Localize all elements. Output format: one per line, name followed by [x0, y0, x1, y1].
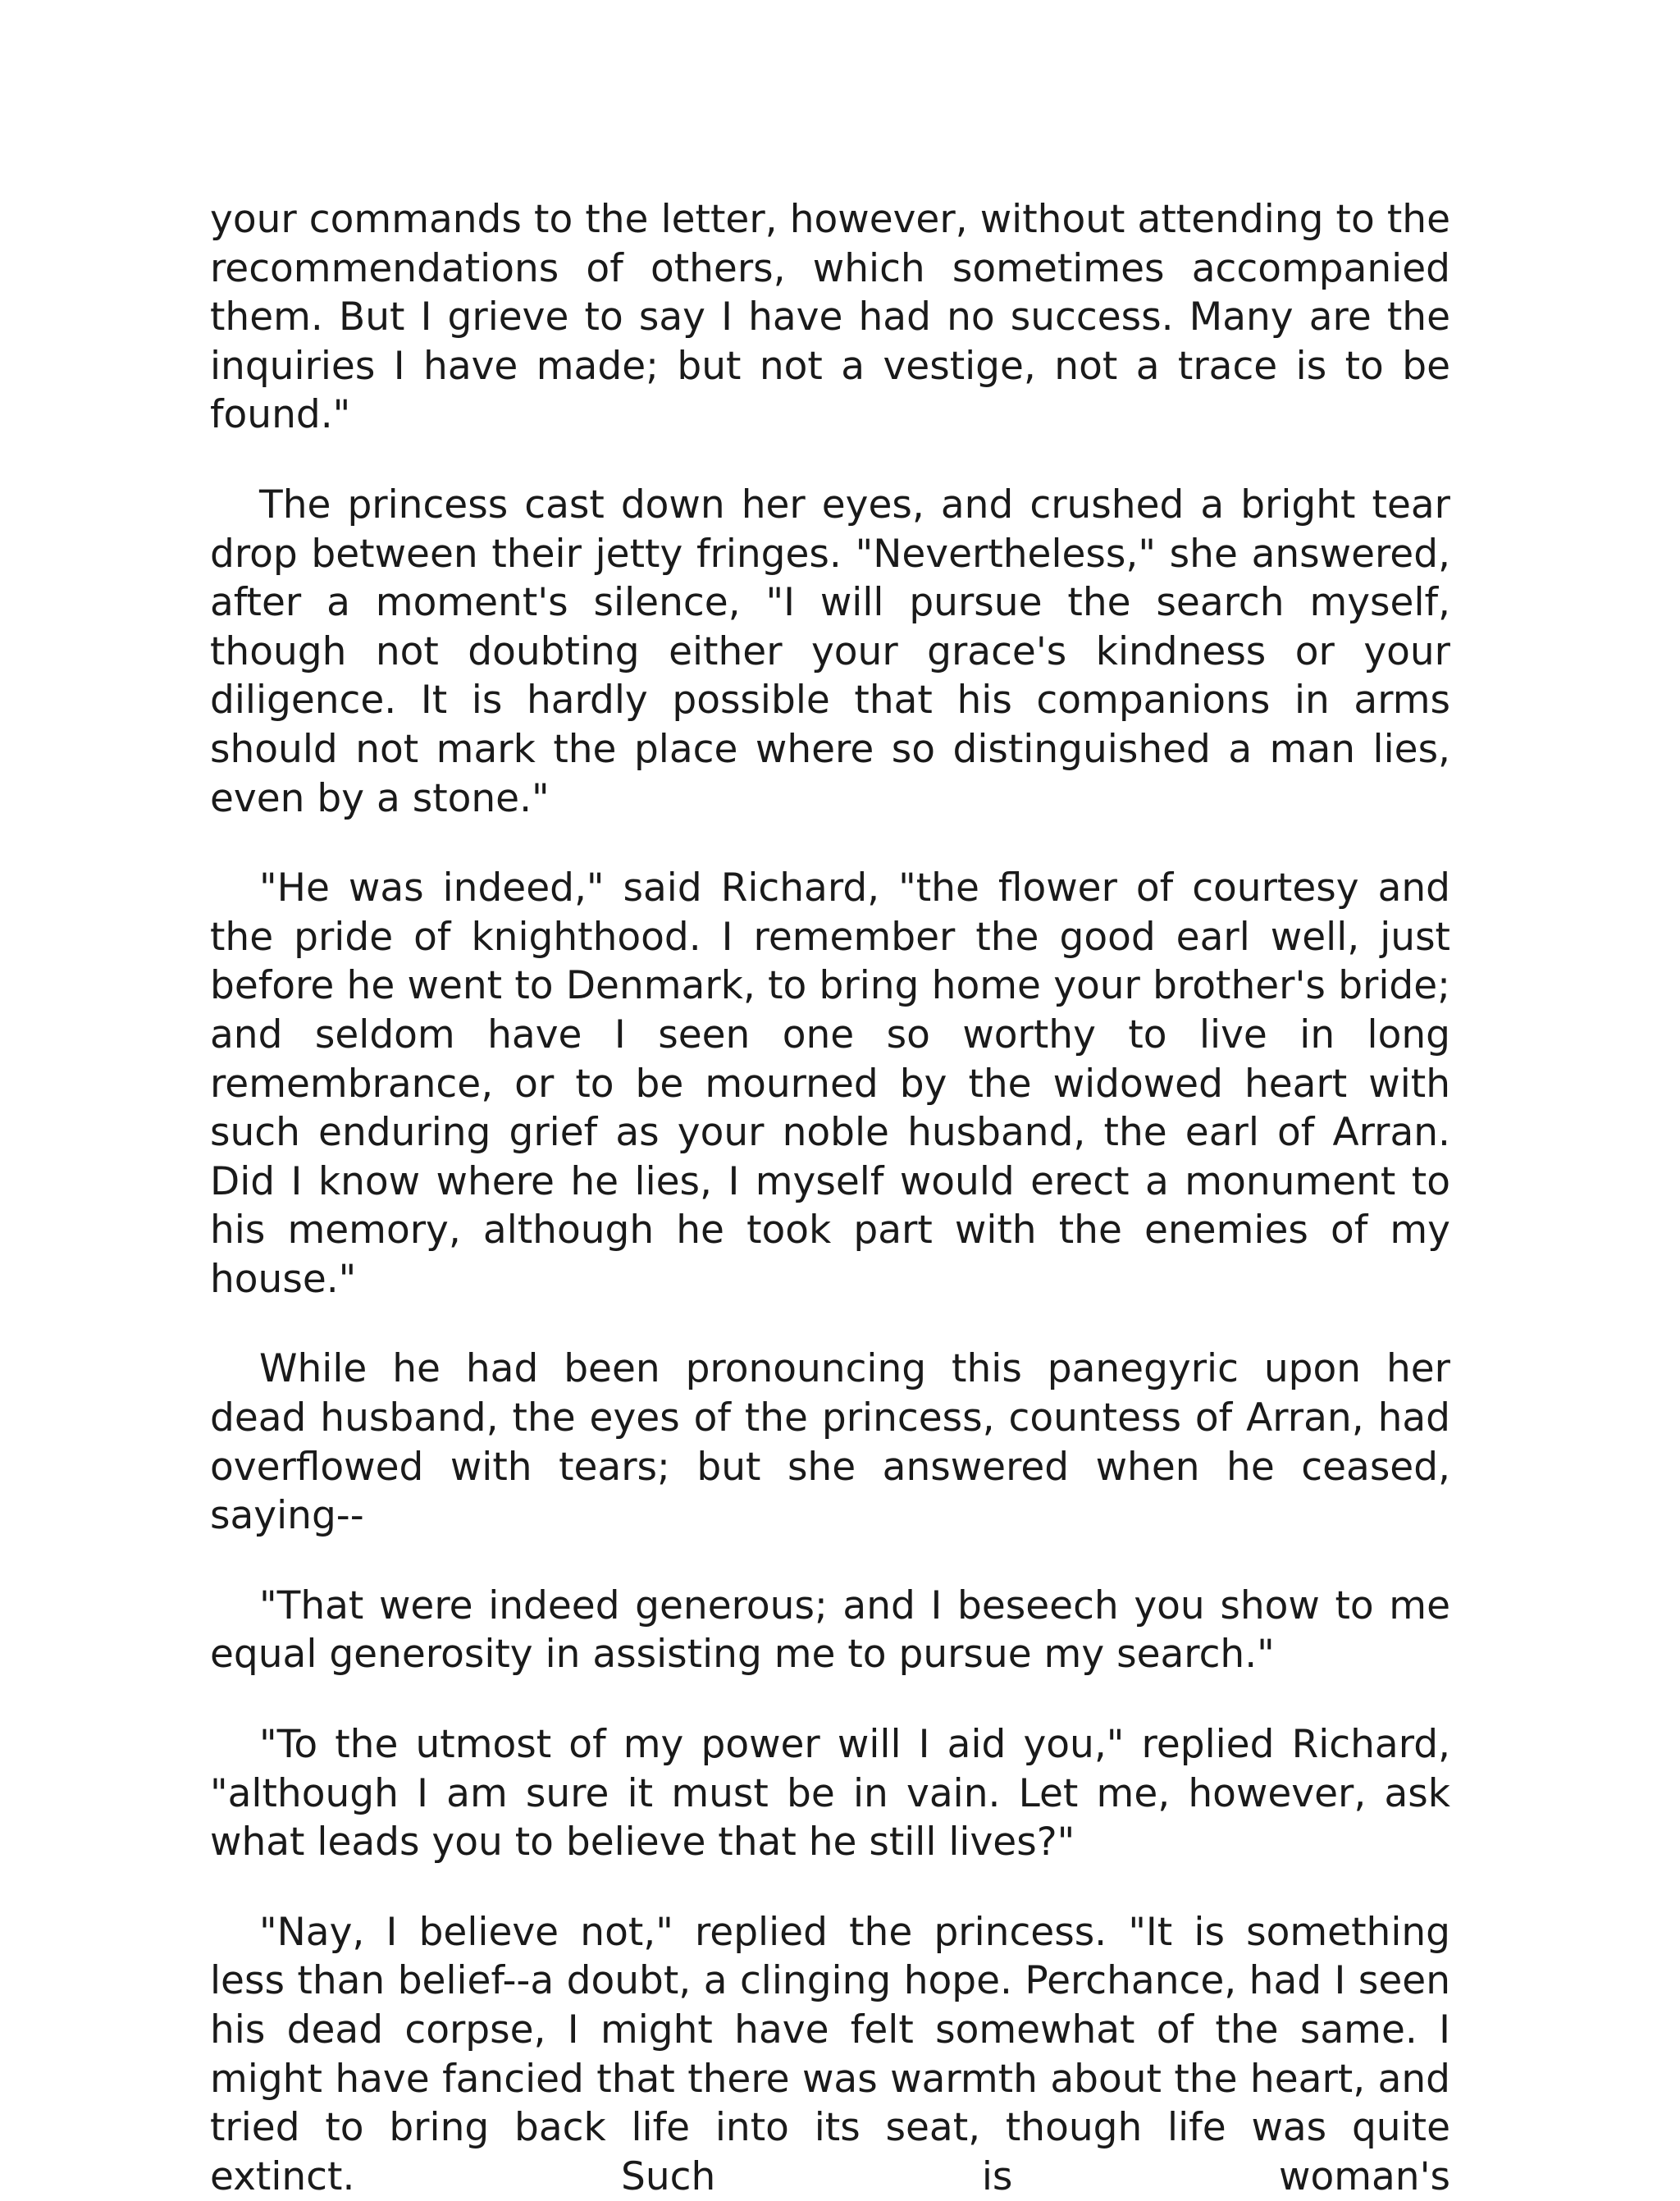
paragraph: "That were indeed generous; and I beseech you show to me equal generosity in assisting me to pursue my search."	[210, 1582, 1450, 1678]
paragraph: "To the utmost of my power will I aid you," replied Richard, "although I am sure it must be in vain. Let me, however, ask what leads you to believe that he still lives?"	[210, 1722, 1450, 1865]
paragraph: "Nay, I believe not," replied the princess. "It is something less than belief--a doubt, a clinging hope. Perchance, had I seen his dead corpse, I might have felt somewhat of the same. I might have fancied that there was warmth about the heart, and tried to bring back life into its seat, though life was quite extinct. Such is woman's	[210, 1909, 1450, 2199]
page-text	[210, 195, 1450, 2201]
paragraph: your commands to the letter, however, without attending to the recommendations of others, which sometimes accompanied them. But I grieve to say I have had no success. Many are the inquiries I have made; but not a vestige, not a trace is to be found."	[210, 197, 1450, 438]
paragraph: While he had been pronouncing this panegyric upon her dead husband, the eyes of the princess, countess of Arran, had overflowed with tears; but she answered when he ceased, saying--	[210, 1346, 1450, 1539]
paragraph: "He was indeed," said Richard, "the flower of courtesy and the pride of knighthood. I remember the good earl well, just before he went to Denmark, to bring home your brother's bride; and seldom have I seen one so worthy to live in long remembrance, or to be mourned by the widowed heart with such enduring grief as your noble husband, the earl of Arran. Did I know where he lies, I myself would erect a monument to his memory, although he took part with the enemies of my house."	[210, 865, 1450, 1302]
paragraph: The princess cast down her eyes, and crushed a bright tear drop between their jetty fringes. "Nevertheless," she answered, after a moment's silence, "I will pursue the search myself, though not doubting either your grace's kindness or your diligence. It is hardly possible that his companions in arms should not mark the place where so distinguished a man lies, even by a stone."	[210, 482, 1450, 821]
